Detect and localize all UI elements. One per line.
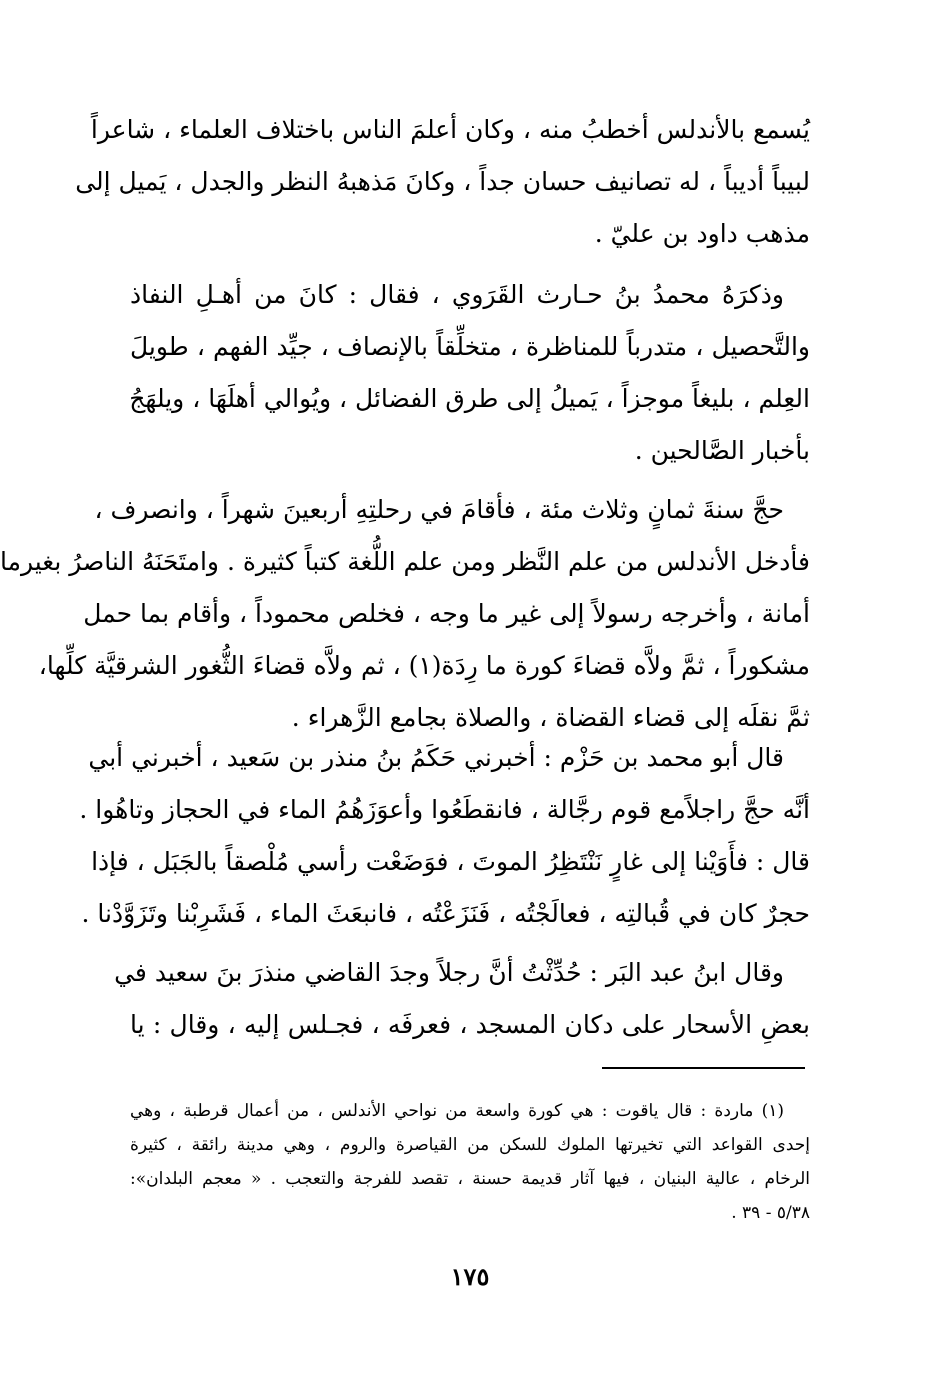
footnote xyxy=(130,1094,810,1230)
text-line: وقال ابنُ عبد البَر : حُدِّثْتُ أنَّ رجلاً وجدَ القاضي منذرَ بنَ سعيد في xyxy=(114,958,784,987)
footnote-line: الرخام ، عالية البنيان ، فيها آثار قديمة حسنة ، تقصد للفرجة والتعجب . « معجم البلدان»: xyxy=(130,1169,810,1189)
paragraph-2 xyxy=(130,269,810,477)
paragraph-4 xyxy=(79,732,810,940)
text-line: أمانة ، وأخرجه رسولاً إلى غير ما وجه ، فخلص محموداً ، وأقام بما حمل xyxy=(83,599,810,628)
text-line: وذكرَهُ محمدُ بنُ حـارث القَرَوي ، فقال : كانَ من أهـلِ النفاذ xyxy=(130,280,784,309)
text-line: فأدخل الأندلس من علم النَّظر ومن علم اللُّغة كتباً كثيرة . وامتَحَنَهُ الناصرُ بغيرما xyxy=(0,547,810,576)
text-line: والتَّحصيل ، متدرباً للمناظرة ، متخلِّقاً بالإنصاف ، جيِّد الفهم ، طويلَ xyxy=(130,332,810,361)
text-line: ثمَّ نقلَه إلى قضاء القضاة ، والصلاة بجامع الزَّهراء . xyxy=(291,703,810,732)
paragraph-5 xyxy=(114,947,810,1051)
text-line: أنَّه حجَّ راجلاًمع قوم رجَّالة ، فانقطَعُوا وأعوَزَهُمُ الماء في الحجاز وتاهُوا . xyxy=(79,795,810,824)
footnote-line: (١) ماردة : قال ياقوت : هي كورة واسعة من نواحي الأندلس ، من أعمال قرطبة ، وهي xyxy=(130,1101,784,1121)
paragraph-1 xyxy=(75,104,810,260)
text-line: بعضِ الأسحار على دكان المسجد ، فعرفَه ، فجـلس إليه ، وقال : يا xyxy=(130,1010,810,1039)
text-line: يُسمع بالأندلس أخطبُ منه ، وكان أعلمَ الناس باختلاف العلماء ، شاعراً xyxy=(90,115,810,144)
text-line: العِلم ، بليغاً موجزاً ، يَميلُ إلى طرق الفضائل ، ويُوالي أهلَهَا ، ويلهَجُ xyxy=(129,384,810,413)
text-line: لبيباً أديباً ، له تصانيف حسان جداً ، وكانَ مَذهبهُ النظر والجدل ، يَميل إلى xyxy=(75,167,810,196)
text-line: قال : فأَوَيْنا إلى غارٍ نَنْتَظِرُ الموتَ ، فوَضَعْت رأسي مُلْصقاً بالجَبَل ، فإذا xyxy=(91,847,810,876)
footnote-separator xyxy=(602,1067,805,1069)
paragraph-3 xyxy=(0,484,810,744)
footnote-line: إحدى القواعد التي تخيرتها الملوك للسكن من القياصرة والروم ، وهي مدينة رائقة ، كثيرة xyxy=(130,1135,810,1155)
text-line: مشكوراً ، ثمَّ ولاَّه قضاءَ كورة ما رِدَة(١) ، ثم ولاَّه قضاءَ الثُّغور الشرقيَّة كلِّها، xyxy=(38,651,810,680)
footnote-line: ٥/٣٨ - ٣٩ . xyxy=(731,1203,810,1223)
text-line: حجَّ سنةَ ثمانٍ وثلاث مئة ، فأقامَ في رحلتِهِ أربعينَ شهراً ، وانصرف ، xyxy=(94,495,784,524)
text-line: حجرٌ كان في قُبالتِه ، فعالَجْتُه ، فَنَزَعْتُه ، فانبعَثَ الماء ، فَشَرِبْنا وتَزَوَّدْنا . xyxy=(81,899,810,928)
text-line: بأخبار الصَّالحين . xyxy=(634,436,810,465)
page-number: ١٧٥ xyxy=(450,1262,490,1291)
text-line: مذهب داود بن عليّ . xyxy=(594,219,810,248)
text-line: قال أبو محمد بن حَزْم : أخبرني حَكَمُ بنُ منذر بن سَعيد ، أخبرني أبي xyxy=(88,743,784,772)
